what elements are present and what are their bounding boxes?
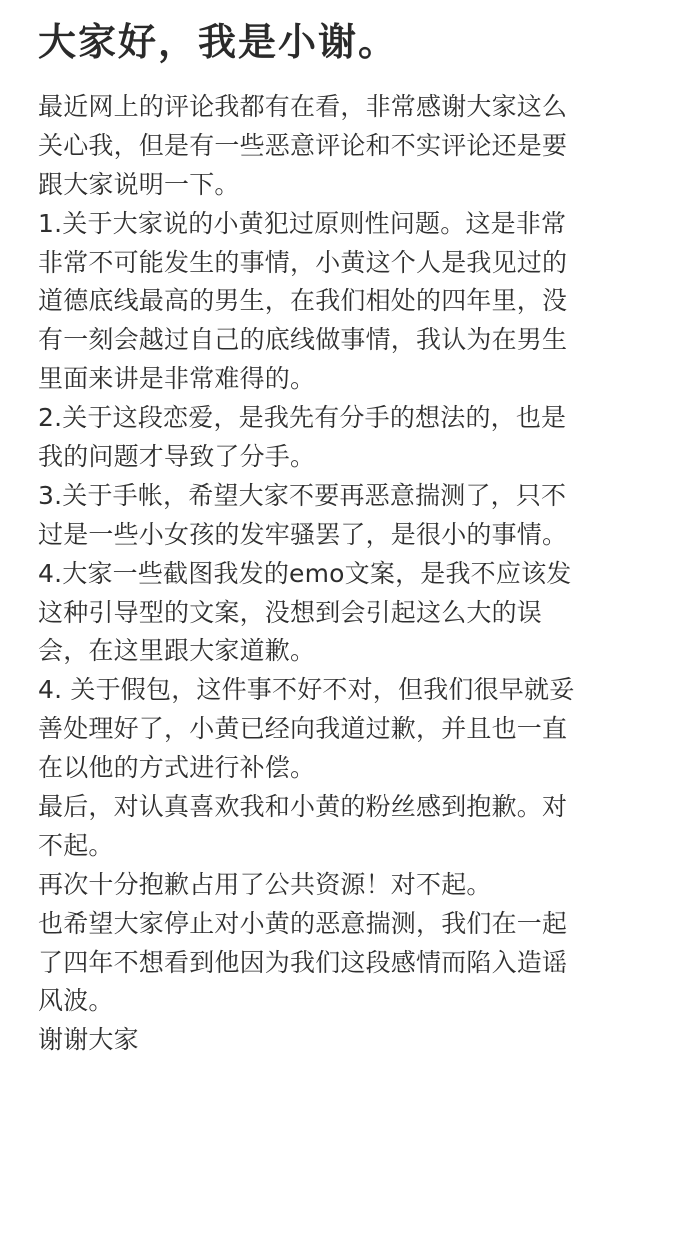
body-line: 风波。 — [38, 986, 114, 1016]
body-line: 也希望大家停止对小黄的恶意揣测，我们在一起 — [38, 908, 568, 938]
body-line: 这种引导型的文案，没想到会引起这么大的误 — [38, 597, 543, 627]
body-line: 在以他的方式进行补偿。 — [38, 753, 316, 783]
body-line: 里面来讲是非常难得的。 — [38, 364, 316, 394]
body-line: 有一刻会越过自己的底线做事情，我认为在男生 — [38, 325, 568, 355]
body-line: 会，在这里跟大家道歉。 — [38, 636, 316, 666]
body-line: 1.关于大家说的小黄犯过原则性问题。这是非常 — [38, 208, 567, 238]
body-line: 我的问题才导致了分手。 — [38, 442, 316, 472]
post-title: 大家好，我是小谢。 — [38, 20, 399, 64]
body-line: 谢谢大家 — [38, 1025, 139, 1055]
body-line: 过是一些小女孩的发牢骚罢了，是很小的事情。 — [38, 519, 568, 549]
body-line: 跟大家说明一下。 — [38, 169, 240, 199]
body-line: 非常不可能发生的事情，小黄这个人是我见过的 — [38, 247, 568, 277]
body-line: 了四年不想看到他因为我们这段感情而陷入造谣 — [38, 947, 568, 977]
body-line: 最近网上的评论我都有在看，非常感谢大家这么 — [38, 92, 568, 121]
body-line: 善处理好了，小黄已经向我道过歉，并且也一直 — [38, 714, 568, 744]
body-line: 不起。 — [38, 830, 114, 860]
body-line: 4. 关于假包，这件事不好不对，但我们很早就妥 — [38, 675, 575, 705]
body-line: 3.关于手帐，希望大家不要再恶意揣测了，只不 — [38, 480, 567, 510]
post-body — [38, 88, 663, 1060]
body-line: 2.关于这段恋爱，是我先有分手的想法的，也是 — [38, 403, 567, 433]
body-line: 道德底线最高的男生，在我们相处的四年里，没 — [38, 286, 568, 316]
body-line: 最后，对认真喜欢我和小黄的粉丝感到抱歉。对 — [38, 792, 568, 822]
body-line: 再次十分抱歉占用了公共资源！对不起。 — [38, 869, 492, 899]
body-line: 4.大家一些截图我发的emo文案，是我不应该发 — [38, 558, 572, 588]
body-line: 关心我，但是有一些恶意评论和不实评论还是要 — [38, 130, 568, 160]
